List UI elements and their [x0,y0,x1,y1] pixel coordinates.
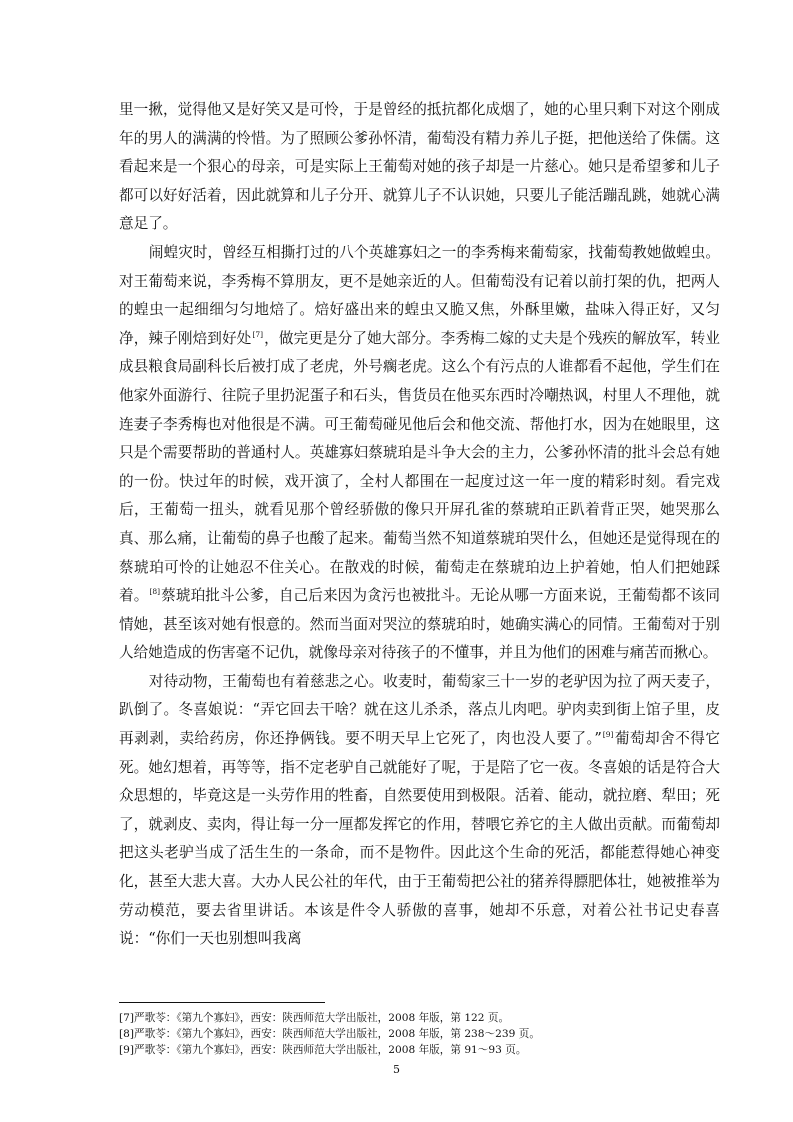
paragraph-2-part-2: ，做完更是分了她大部分。李秀梅二嫁的丈夫是个残疾的解放军，转业成县粮食局副科长后被打成了老虎，外号瘸老虎。这么个有污点的人谁都看不起他，学生们在他家外面游行、往院子里扔泥蛋子和石头，售货员在他买东西时冷嘲热讽，村里人不理他，就连妻子李秀梅也对他很是不满。可王葡萄碰见他后会和他交流、帮他打水，因为在她眼里，这只是个需要帮助的普通村人。英雄寡妇蔡琥珀是斗争大会的主力，公爹孙怀清的批斗会总有她的一份。快过年的时候，戏开演了，全村人都围在一起度过这一年一度的精彩时刻。看完戏后，王葡萄一扭头，就看见那个曾经骄傲的像只开屏孔雀的蔡琥珀正趴着背正哭，她哭那么真、那么痛，让葡萄的鼻子也酸了起来。葡萄当然不知道蔡琥珀哭什么，但她还是觉得现在的蔡琥珀可怜的让她忍不住关心。在散戏的时候，葡萄走在蔡琥珀边上护着她，怕人们把她踩着。 [119,329,720,605]
footnotes [119,1010,720,1058]
paragraph-2-part-3: 蔡琥珀批斗公爹，自己后来因为贪污也被批斗。无论从哪一方面来说，王葡萄都不该同情她，甚至该对她有恨意的。然而当面对哭泣的蔡琥珀时，她确实满心的同情。王葡萄对于别人给她造成的伤害毫不记仇，就像母亲对待孩子的不懂事，并且为他们的困难与痛苦而揪心。 [119,587,720,662]
paragraph-3-part-2: 葡萄却舍不得它死。她幻想着，再等等，指不定老驴自己就能好了呢，于是陪了它一夜。冬喜娘的话是符合大众思想的，毕竟这是一头劳作用的牲畜，自然要使用到极限。活着、能动，就拉磨、犁田；死了，就剥皮、卖肉，得让每一分一厘都发挥它的作用，替喂它养它的主人做出贡献。而葡萄却把这头老驴当成了活生生的一条命，而不是物件。因此这个生命的死活，都能惹得她心神变化，甚至大悲大喜。大办人民公社的年代，由于王葡萄把公社的猪养得膘肥体壮，她被推举为劳动模范，要去省里讲话。本该是件令人骄傲的喜事，她却不乐意，对着公社书记史春喜说：“你们一天也别想叫我离 [119,730,720,948]
paragraph-2 [119,239,720,668]
footnote-8: [8]严歌苓：《第九个寡妇》，西安：陕西师范大学出版社，2008 年版，第 238～239 页。 [119,1028,540,1040]
paragraph-3-part-1: 对待动物，王葡萄也有着慈悲之心。收麦时，葡萄家三十一岁的老驴因为拉了两天麦子，趴倒了。冬喜娘说：“弄它回去干啥？就在这儿杀杀，落点儿肉吧。驴肉卖到街上馆子里，皮再剥剥，卖给药房，你还挣俩钱。要不明天早上它死了，肉也没人要了。” [119,672,720,748]
footnote-7: [7]严歌苓：《第九个寡妇》，西安：陕西师范大学出版社，2008 年版，第 122 页。 [119,1012,510,1024]
footnote-divider [119,1002,325,1003]
paragraph-3 [119,668,720,954]
page-number: 5 [393,1063,400,1076]
paragraph-1: 里一揪，觉得他又是好笑又是可怜，于是曾经的抵抗都化成烟了，她的心里只剩下对这个刚成年的男人的满满的怜惜。为了照顾公爹孙怀清，葡萄没有精力养儿子挺，把他送给了侏儒。这看起来是一个狠心的母亲，可是实际上王葡萄对她的孩子却是一片慈心。她只是希望爹和儿子都可以好好活着，因此就算和儿子分开、就算儿子不认识她，只要儿子能活蹦乱跳，她就心满意足了。 [119,101,720,233]
footnote-ref-9[interactable]: [9] [602,730,614,740]
paragraph-2-part-1: 闹蝗灾时，曾经互相撕打过的八个英雄寡妇之一的李秀梅来葡萄家，找葡萄教她做蝗虫。对王葡萄来说，李秀梅不算朋友，更不是她亲近的人。但葡萄没有记着以前打架的仇，把两人的蝗虫一起细细匀匀地焙了。焙好盛出来的蝗虫又脆又焦，外酥里嫩，盐味入得正好，又匀净，辣子刚焙到好处 [119,243,720,347]
footnote-ref-7[interactable]: [7] [252,329,264,339]
footnote-9: [9]严歌苓：《第九个寡妇》，西安：陕西师范大学出版社，2008 年版，第 91～93 页。 [119,1044,527,1056]
footnote-ref-8[interactable]: [8] [149,587,161,597]
body-text [119,96,720,954]
